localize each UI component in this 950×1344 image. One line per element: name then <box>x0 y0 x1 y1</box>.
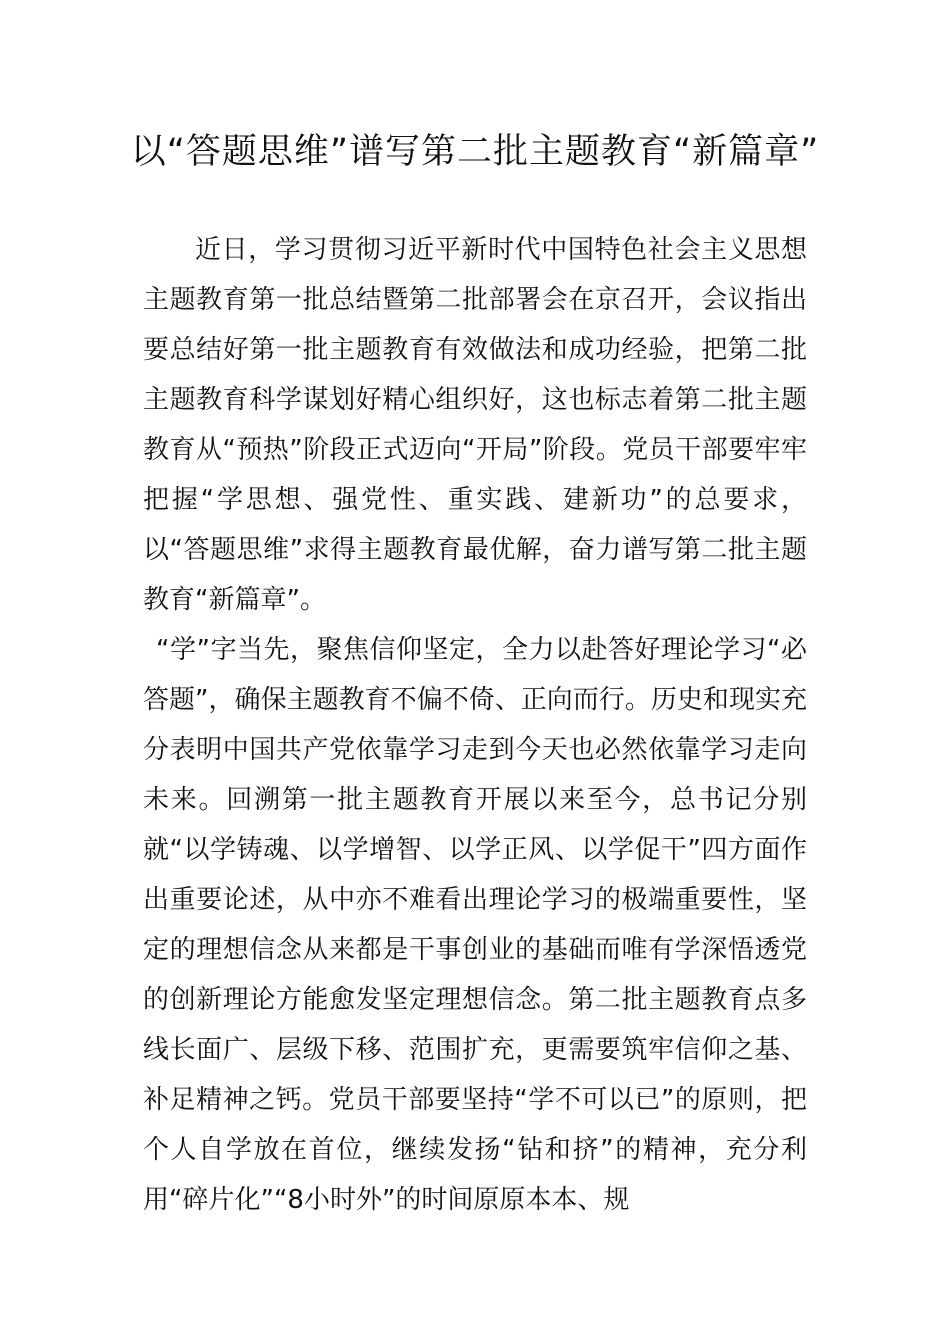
document-title: 以“答题思维”谱写第二批主题教育“新篇章” <box>130 132 820 172</box>
paragraph-study-first: “学”字当先，聚焦信仰坚定，全力以赴答好理论学习“必答题”，确保主题教育不偏不倚、正向而行。历史和现实充分表明中国共产党依靠学习走到今天也必然依靠学习走向未来。回溯第一批主题教育开展以来至今，总书记分别就“以学铸魂、以学增智、以学正风、以学促干”四方面作出重要论述，从中亦不难看出理论学习的极端重要性，坚定的理想信念从来都是干事创业的基础而唯有学深悟透党的创新理论方能愈发坚定理想信念。第二批主题教育点多线长面广、层级下移、范围扩充，更需要筑牢信仰之基、补足精神之钙。党员干部要坚持“学不可以已”的原则，把个人自学放在首位，继续发扬“钻和挤”的精神，充分利用“碎片化”“8小时外”的时间原原本本、规 <box>143 635 807 1215</box>
document-body <box>143 225 807 1225</box>
paragraph-intro: 近日，学习贯彻习近平新时代中国特色社会主义思想主题教育第一批总结暨第二批部署会在京召开，会议指出要总结好第一批主题教育有效做法和成功经验，把第二批主题教育科学谋划好精心组织好，这也标志着第二批主题教育从“预热”阶段正式迈向“开局”阶段。党员干部要牢牢把握“学思想、强党性、重实践、建新功”的总要求，以“答题思维”求得主题教育最优解，奋力谱写第二批主题教育“新篇章”。 <box>143 235 807 615</box>
